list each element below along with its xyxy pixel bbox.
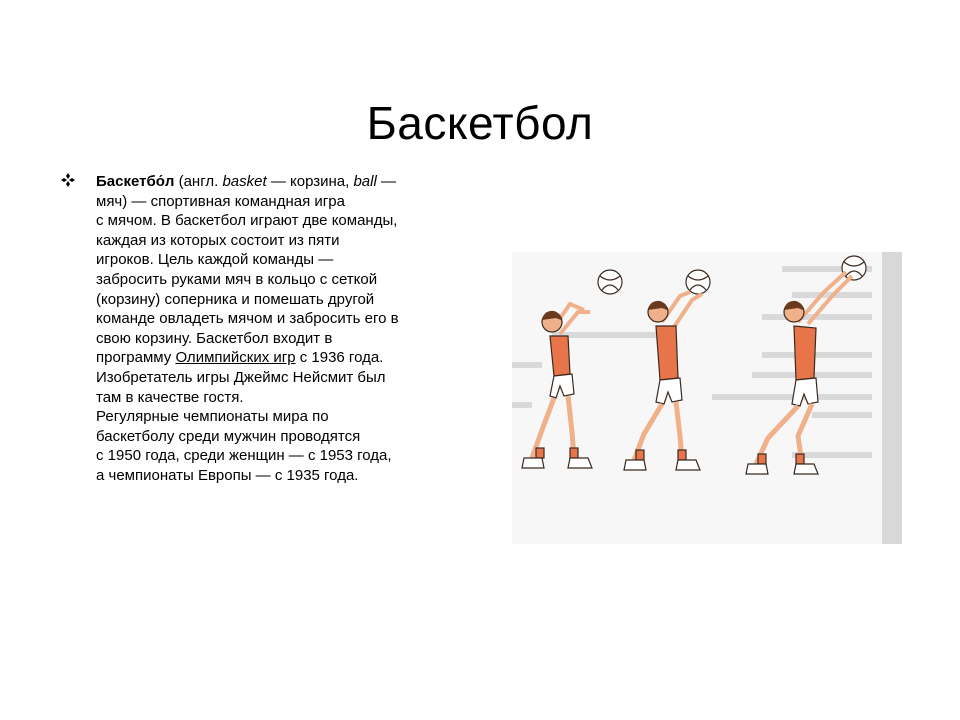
sock xyxy=(636,450,644,460)
text-line: там в качестве гостя. xyxy=(96,388,244,406)
text-line: игроков. Цель каждой команды — xyxy=(96,251,334,269)
text-line: с 1950 года, среди женщин — с 1953 года, xyxy=(96,447,392,465)
shirt xyxy=(550,336,570,376)
text-fragment: (англ. xyxy=(174,173,223,190)
illustration-svg xyxy=(512,252,902,544)
text-line: (корзину) соперника и помешать другой xyxy=(96,290,375,308)
text-line: баскетболу среди мужчин проводятся xyxy=(96,427,361,445)
text-fragment: — xyxy=(376,173,396,190)
text-line: Изобретатель игры Джеймс Нейсмит был xyxy=(96,368,386,386)
sock xyxy=(536,448,544,458)
ball-3 xyxy=(842,256,866,280)
diamond-bullet-icon xyxy=(60,172,80,194)
text-line: свою корзину. Баскетбол входит в xyxy=(96,329,333,347)
shoe xyxy=(746,464,768,474)
sock xyxy=(758,454,766,464)
page-edge-shadow xyxy=(882,252,902,544)
shirt xyxy=(656,326,678,380)
text-line: забросить руками мяч в кольцо с сеткой xyxy=(96,270,378,288)
sock xyxy=(796,454,804,464)
slide-title: Баскетбол xyxy=(366,96,594,149)
shoe xyxy=(568,458,592,468)
text-fragment: с 1936 года. xyxy=(295,349,384,367)
text-fragment-italic: basket xyxy=(222,173,267,190)
bullet-text xyxy=(96,172,476,486)
volleyball-players-illustration xyxy=(512,252,902,544)
shirt xyxy=(794,326,816,380)
text-line: мяч) — спортивная командная игра xyxy=(96,192,345,210)
shoe xyxy=(624,460,646,470)
shoe xyxy=(522,458,544,468)
sock xyxy=(678,450,686,460)
text-line xyxy=(96,172,476,192)
ball-2 xyxy=(686,270,710,294)
text-line: с мячом. В баскетбол играют две команды, xyxy=(96,212,398,230)
text-line: а чемпионаты Европы — с 1935 года. xyxy=(96,466,359,484)
sock xyxy=(570,448,578,458)
olympic-games-link[interactable]: Олимпийских игр xyxy=(175,349,296,367)
text-line: Регулярные чемпионаты мира по xyxy=(96,408,329,426)
text-line: команде овладеть мячом и забросить его в xyxy=(96,310,399,328)
text-line: каждая из которых состоит из пяти xyxy=(96,231,340,249)
text-line xyxy=(96,348,476,368)
text-fragment-italic: ball xyxy=(353,173,377,190)
ball-1 xyxy=(598,270,622,294)
text-fragment: — корзина, xyxy=(266,173,354,190)
shoe xyxy=(794,464,818,474)
text-fragment: программу xyxy=(96,349,176,367)
term-basketball: Баскетбо́л xyxy=(96,173,175,190)
shoe xyxy=(676,460,700,470)
